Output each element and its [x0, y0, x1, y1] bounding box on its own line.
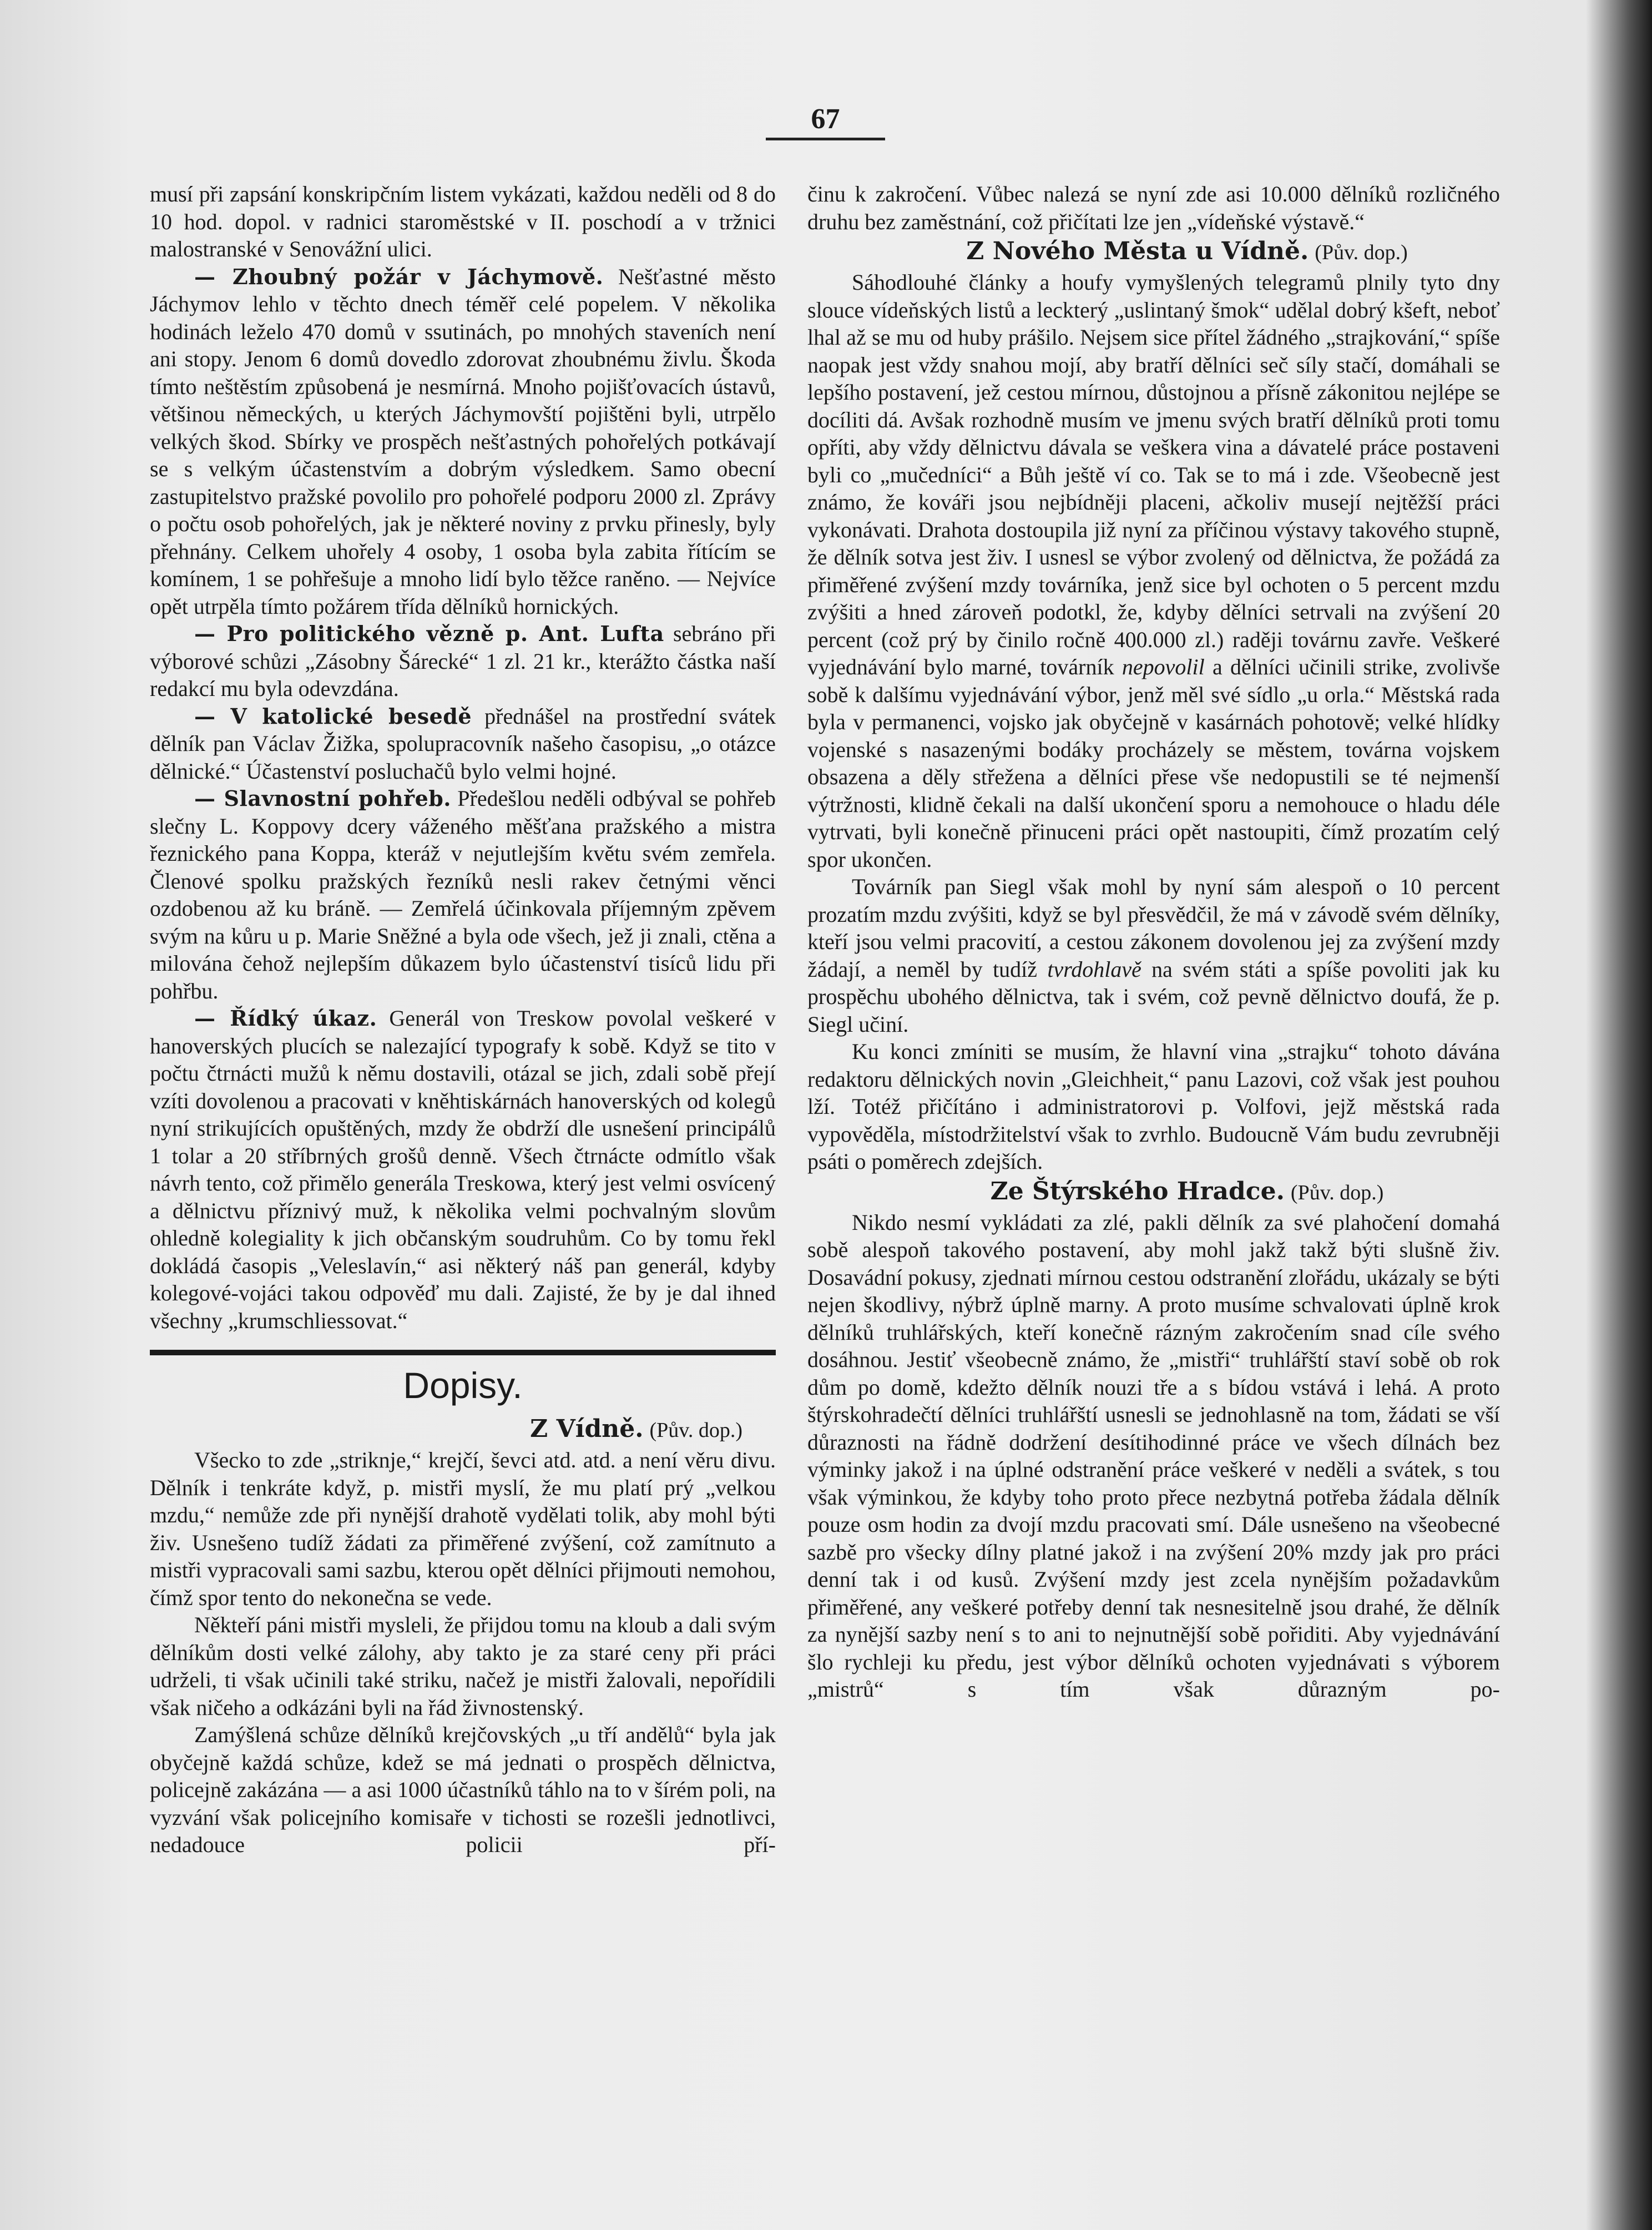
neustadt-place: Z Nového Města u Vídně. — [966, 237, 1309, 265]
vienna-paragraph: Všecko to zde „striknje,“ krejčí, ševci atd. atd. a není věru divu. Dělník i tenkráte když, p. mistři myslí, že mu platí prý „velkou mzdu,“ nemůže zde při nynější drahotě vydělati tolik, aby mohl býti živ. Usnešeno tudíž žádati za přiměřené zvýšení, což zamítnuto a mistři vypracovali sami sazbu, kterou opět dělníci přijmouti nemohou, čímž spor tento do nekonečna se vede. — [150, 1447, 776, 1610]
neustadt-paragraph: Ku konci zmíniti se musím, že hlavní vina „strajku“ tohoto dávána redaktoru dělnických novin „Gleichheit,“ panu Lazovi, což však jest pouhou lží. Totéž přičítáno i administratorovi p. Volfovi, jejž městská rada vypověděla, místodržitelství však to zvrhlo. Budoucně Vám budu zevrubněji psáti o poměrech zdejších. — [807, 1039, 1500, 1174]
article-rare-title: — Řídký úkaz. — [194, 1006, 377, 1031]
letters-heading: Dopisy. — [403, 1365, 523, 1406]
graz-heading — [807, 1175, 1500, 1209]
vienna-note: (Pův. dop.) — [649, 1419, 742, 1442]
graz-note: (Pův. dop.) — [1290, 1180, 1384, 1204]
article-prisoner — [150, 620, 776, 703]
neustadt-note: (Pův. dop.) — [1315, 241, 1408, 264]
vienna-place: Z Vídně. — [530, 1415, 644, 1443]
right-column — [807, 180, 1500, 1703]
neustadt-heading — [807, 235, 1500, 269]
graz-paragraph: Nikdo nesmí vykládati za zlé, pakli dělník za své plahočení domahá sobě alespoň takového postavení, aby mohl jakž takž býti slušně živ. Dosavádní pokusy, zjednati mírnou cestou odstranění zlořádu, ukázaly se býti nejen škodlivy, nýbrž úplně marny. A proto musíme schvalovati úplně krok dělníků truhlářských, kteří konečně rázným zakročením snad cíle svého dosáhnou. Jestiť všeobecně známo, že „mistři“ truhlářští staví sobě ob rok dům po domě, kdežto dělník nouzi tře a s bídou vstává i lehá. A proto štýrskohradečtí dělníci truhlářští usnesli se jednohlasně na tom, žádati se vší důraznosti na řádně dodržení desítihodinné práce ve všech dílnách bez výminky jakož i na úplné odstranění práce veškeré v neděli a svátek, s tou však výminkou, že kdyby toho proto přece nezbytná potřeba žádala dělník pouze osm hodin za dvojí mzdu pracovati smí. Dále usnešeno na všeobecné sazbě pro všecky dílny platné jakož i na zvýšení 20% mzdy jak pro práci denní tak i od kusů. Zvýšení mzdy jest zcela nynějším požadavkům přiměřené, any veškeré potřeby denní tak nesnesitelně jsou drahé, že dělník za nynější sazby není s to ani to nejnutnější sobě pořiditi. Aby vyjednávání šlo rychleji ku předu, jest výbor dělníků ochoten vyjednávati s výborem „mistrů“ s tím však důrazným po- — [807, 1209, 1500, 1702]
article-beseda-title: — V katolické besedě — [194, 703, 472, 729]
article-fire-title: — Zhoubný požár v Jáchymově. — [194, 264, 604, 289]
article-rare-text: Generál von Treskow povolal veškeré v hanoverských plucích se nalezající typografy k sobě. Když se tito v počtu čtrnácti mužů k němu dostavili, otázal se jich, zdali sobě přejí vzíti dovolenou a pracovati v kněhtiskárnách hanoverských od kolegů nyní strikujících opuštěných, mzdy že obdrží dle usnešení principálů 1 tolar a 20 stříbrných grošů denně. Všech čtrnácte odmítlo však návrh tento, což přimělo generála Treskowa, který jest velmi osvícený a dělnictvu příznivý muž, k několika velmi pochvalným slovům ohledně kolegiality k jich občanským soudruhům. Co by tomu řekl dokládá časopis „Veleslavín,“ asi některý náš pan generál, kdyby kolegové-vojáci takou odpověď mu dali. Zajisté, že by je dal ihned všechny „krumschliessovat.“ — [150, 1006, 776, 1333]
article-fire-text: Nešťastné město Jáchymov lehlo v těchto dnech téměř celé popelem. V několika hodinách leželo 470 domů v ssutinách, po mnohých staveních není ani stopy. Jenom 6 domů dovedlo zdorovat zhoubnému živlu. Škoda tímto neštěstím způsobená je nesmírná. Mnoho pojišťovacích ústavů, většinou německých, u kterých Jáchymovští pojištěni byli, utrpělo velkých škod. Sbírky ve prospěch nešťastných pohořelých potkávají se s velkým účastenstvím a dobrým výsledkem. Samo obecní zastupitelstvo pražské povolilo pro pohořelé podporu 2000 zl. Zprávy o počtu osob pohořelých, jak je některé noviny z prvku přinesly, byly přehnány. Celkem uhořely 4 osoby, 1 osoba byla zabita řítícím se komínem, 1 se pohřešuje a mnoho lidí bylo těžce raněno. — Nejvíce opět utrpěla tímto požárem třída dělníků hornických. — [150, 264, 776, 619]
graz-place: Ze Štýrského Hradce. — [990, 1177, 1285, 1205]
article-rare — [150, 1005, 776, 1334]
vienna-continuation: činu k zakročení. Vůbec nalezá se nyní zde asi 10.000 dělníků rozličného druhu bez zaměstnání, což přičítati lze jen „vídeňské výstavě.“ — [807, 181, 1500, 234]
article-prisoner-title: — Pro politického vězně p. Ant. Lufta — [194, 621, 664, 646]
article-beseda-text: přednášel na prostřední svátek dělník pan Václav Žižka, spolupracovník našeho časopisu, „o otázce dělnické.“ Účastenství posluchačů bylo velmi hojné. — [150, 703, 776, 784]
text: Továrník pan Siegl však mohl by nyní sám alespoň o 10 percent prozatím mzdu zvýšiti, když se byl přesvědčil, že má v závodě svém dělníky, kteří jsou velmi pracovití, a cestou zákonem dovolenou jej za zvýšení mzdy žádají, a neměl by tudíž — [807, 874, 1500, 982]
vienna-paragraph: Někteří páni mistři mysleli, že přijdou tomu na kloub a dali svým dělníkům dosti velké zálohy, aby takto je za staré ceny při práci udrželi, ti však učinili také striku, načež je mistři žalovali, nepořídili však ničeho a odkázáni byli na řád živnostenský. — [150, 1612, 776, 1720]
vienna-heading — [150, 1413, 776, 1446]
article-funeral — [150, 785, 776, 1005]
neustadt-paragraph — [807, 873, 1500, 1038]
article-funeral-text: Předešlou neděli odbýval se pohřeb slečny L. Koppovy dcery váženého měšťana pražského a mistra řeznického pana Koppa, kteráž v nejutlejším květu svém zemřela. Členové spolku pražských řezníků nesli rakev četnými věnci ozdobenou až ku bráně. — Zemřelá účinkovala příjemným zpěvem svým na kůru u p. Marie Sněžné a byla ode všech, jež ji znali, ctěna a milována čehož nejlepším důkazem bylo účastenství tisíců lidu při pohřbu. — [150, 786, 776, 1003]
emphasis: tvrdohlavě — [1047, 956, 1141, 982]
text: na svém státi a spíše povoliti jak ku prospěchu ubohého dělnictva, tak i svém, což pevně dělnictvo doufá, že p. Siegl učiní. — [807, 956, 1501, 1037]
section-divider — [150, 1350, 776, 1355]
article-fire — [150, 263, 776, 620]
article-funeral-title: — Slavnostní pohřeb. — [194, 786, 452, 811]
left-column — [150, 180, 776, 1859]
article-beseda — [150, 703, 776, 785]
page-number: 67 — [766, 103, 885, 140]
vienna-paragraph: Zamýšlená schůze dělníků krejčovských „u tří andělů“ byla jak obyčejně každá schůze, kdež se má jednati o prospěch dělnictva, policejně zakázána — a asi 1000 účastníků táhlo na to v šírém poli, na vyzvání však policejního komisaře v tichosti se rozešli jednotlivci, nedadouce policii pří- — [150, 1722, 776, 1857]
article-continuation: musí při zapsání konskripčním listem vykázati, každou neděli od 8 do 10 hod. dopol. v radnici staroměstské v II. poschodí a v tržnici malostranské v Senovážní ulici. — [150, 181, 776, 261]
neustadt-paragraph — [807, 269, 1500, 873]
article-prisoner-text: sebráno při výborové schůzi „Zásobny Šárecké“ 1 zl. 21 kr., kterážto částka naší redakcí mu byla odevzdána. — [150, 621, 776, 701]
emphasis: nepovolil — [1121, 654, 1205, 679]
text: Sáhodlouhé články a houfy vymyšlených telegramů plnily tyto dny slouce vídeňských listů a leckterý „uslintaný šmok“ udělal dobrý kšeft, neboť lhal až se mu od huby prášilo. Nejsem sice přítel žádného „strajkování,“ spíše naopak jest vždy snahou mojí, aby bratří dělníci seč síly stačí, domáhali se lepšího postavení, jež cestou mírnou, důstojnou a přísně zákonitou nejlépe se docíliti dá. Avšak rozhodně musím ve jmenu svých bratří dělníků proti tomu opříti, aby vždy dělnictvu dávala se veškera vina a dávatelé práce postaveni byli co „mučedníci“ a Bůh ještě ví co. Tak se to má i zde. Všeobecně jest známo, že kováři jsou nejbídněji placeni, ačkoliv musejí nejtěžší práci vykonávati. Drahota dostoupila již nyní za příčinou výstavy takového stupně, že dělník sotva jest živ. I usnesl se výbor zvolený od dělnictva, že požádá za přiměřené zvýšení mzdy továrníka, jenž sice byl ochoten o 5 percent mzdu zvýšiti a hned zároveň podotkl, že, kdyby dělníci setrvali na zvýšení 20 percent (což prý by činilo ročně 400.000 zl.) raději továrnu zavře. Veškeré vyjednávání bylo marné, továrník — [807, 270, 1500, 679]
text: a dělníci učinili strike, zvolivše sobě k dalšímu vyjednávání výbor, jenž měl své sídlo „u orla.“ Městská rada byla v permanenci, vojsko jak obyčejně v kasárnách pohotově; velké hlídky vojenské s nasazenými bodáky procházely se městem, továrna vojskem obsazena a děly střežena a dělníci přese vše nedopustili se té nejmenší výtržnosti, klidně čekali na další ukončení sporu a nemohouce o hladu déle vytrvati, byli konečně přinuceni práci opět nastoupiti, čímž prozatím celý spor ukončen. — [807, 654, 1500, 872]
